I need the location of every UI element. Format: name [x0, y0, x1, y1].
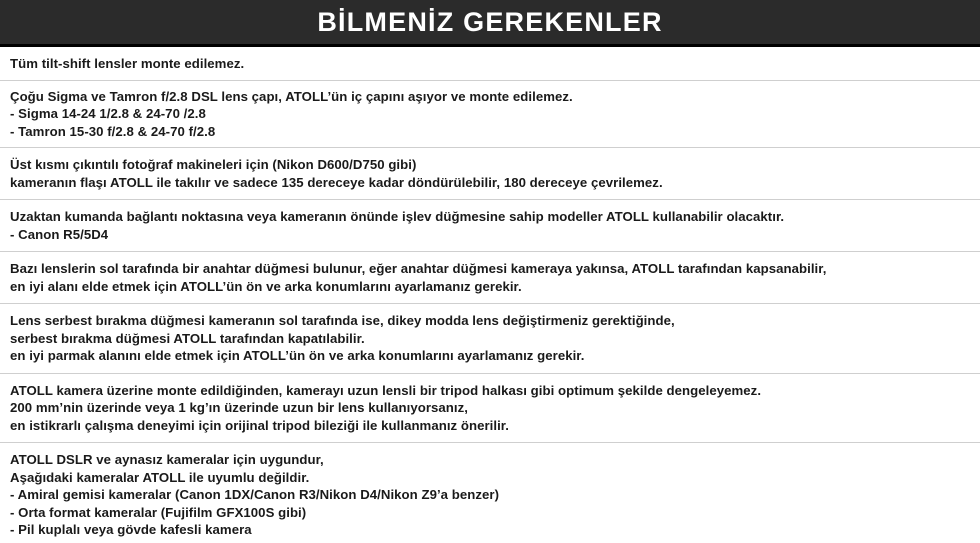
note-line: Aşağıdaki kameralar ATOLL ile uyumlu değildir. — [10, 469, 310, 485]
note-line: Çoğu Sigma ve Tamron f/2.8 DSL lens çapı, ATOLL’ün iç çapını aşıyor ve monte edilemez. — [10, 88, 573, 104]
note-section — [0, 81, 980, 149]
document-body — [0, 47, 980, 539]
note-line: Uzaktan kumanda bağlantı noktasına veya kameranın önünde işlev düğmesine sahip modeller ATOLL kullanabilir olacaktır. — [10, 209, 785, 224]
page-title: BİLMENİZ GEREKENLER — [317, 6, 663, 37]
note-section — [0, 148, 980, 200]
note-line: serbest bırakma düğmesi ATOLL tarafından kapatılabilir. — [10, 330, 365, 346]
note-line: en iyi alanı elde etmek için ATOLL’ün ön ve arka konumlarını ayarlamanız gerekir. — [10, 278, 522, 294]
note-section — [0, 200, 980, 252]
note-line: Lens serbest bırakma düğmesi kameranın sol tarafında ise, dikey modda lens değiştirmeniz gerektiğinde, — [10, 313, 675, 328]
note-line: - Canon R5/5D4 — [10, 226, 109, 242]
note-line: en iyi parmak alanını elde etmek için ATOLL’ün ön ve arka konumlarını ayarlamanız gerekir. — [10, 348, 585, 363]
note-line: - Amiral gemisi kameralar (Canon 1DX/Canon R3/Nikon D4/Nikon Z9’a benzer) — [10, 487, 500, 502]
note-section — [0, 252, 980, 304]
note-line: - Pil kuplalı veya gövde kafesli kamera — [10, 522, 252, 537]
note-line: en istikrarlı çalışma deneyimi için orijinal tripod bileziği ile kullanmanız önerilir. — [10, 417, 509, 433]
note-line: 200 mm’nin üzerinde veya 1 kg’ın üzerinde uzun bir lens kullanıyorsanız, — [10, 400, 468, 415]
note-line: ATOLL DSLR ve aynasız kameralar için uygundur, — [10, 452, 324, 467]
note-line: - Tamron 15-30 f/2.8 & 24-70 f/2.8 — [10, 123, 216, 139]
note-line: ATOLL kamera üzerine monte edildiğinden, kamerayı uzun lensli bir tripod halkası gibi optimum şekilde dengeleyemez. — [10, 382, 762, 398]
note-section — [0, 443, 980, 539]
note-section — [0, 304, 980, 374]
note-line: Bazı lenslerin sol tarafında bir anahtar düğmesi bulunur, eğer anahtar düğmesi kameraya yakınsa, ATOLL tarafından kapsanabilir, — [10, 261, 827, 276]
note-line: - Orta format kameralar (Fujifilm GFX100S gibi) — [10, 504, 307, 520]
note-line: - Sigma 14-24 1/2.8 & 24-70 /2.8 — [10, 106, 206, 121]
note-line: Üst kısmı çıkıntılı fotoğraf makineleri için (Nikon D600/D750 gibi) — [10, 157, 417, 172]
note-section — [0, 374, 980, 444]
note-line: kameranın flaşı ATOLL ile takılır ve sadece 135 dereceye kadar döndürülebilir, 180 dereceye çevrilemez. — [10, 174, 663, 190]
page-header — [0, 0, 980, 47]
note-line: Tüm tilt-shift lensler monte edilemez. — [10, 56, 245, 71]
note-section — [0, 47, 980, 81]
